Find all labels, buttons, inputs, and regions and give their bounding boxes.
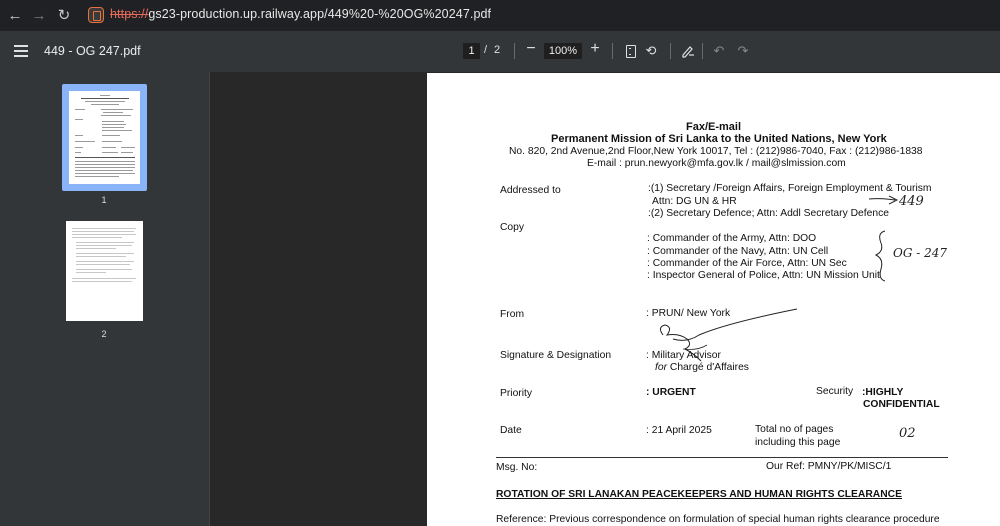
priority-value: : URGENT — [646, 387, 696, 398]
page-thumbnail-selected[interactable] — [62, 84, 147, 191]
handwritten-brace — [873, 229, 893, 285]
our-ref: Our Ref: PMNY/PK/MISC/1 — [766, 461, 892, 472]
browser-toolbar — [0, 0, 1000, 31]
italic-for: for — [655, 362, 668, 373]
forward-icon[interactable]: → — [31, 7, 47, 24]
redo-icon[interactable]: ↷ — [737, 43, 749, 58]
page-number-input[interactable]: 1 — [463, 43, 480, 59]
url-scheme: https:// — [110, 7, 149, 21]
date-label: Date — [500, 425, 522, 436]
document-title: 449 - OG 247.pdf — [44, 44, 141, 58]
mission-address: No. 820, 2nd Avenue,2nd Floor,New York 10017, Tel : (212)986-7040, Fax : (212)986-1838 — [509, 146, 923, 157]
addressed-label: Addressed to — [500, 185, 561, 196]
url-path: gs23-production.up.railway.app/449%20-%20OG%20247.pdf — [148, 7, 492, 21]
total-pages-label: Total no of pages — [755, 424, 834, 435]
reload-icon[interactable]: ↻ — [57, 7, 71, 24]
fit-page-icon[interactable] — [623, 43, 637, 59]
fax-heading: Fax/E-mail — [685, 121, 742, 133]
zoom-in-button[interactable]: + — [590, 40, 600, 57]
zoom-out-button[interactable]: − — [526, 40, 536, 57]
signature-value: : Military Advisor — [646, 350, 721, 361]
document-viewer[interactable] — [211, 72, 1000, 526]
signature-label: Signature & Designation — [500, 350, 612, 361]
charge-affaires: Chargé d'Affaires — [667, 362, 749, 373]
date-value: : 21 April 2025 — [646, 425, 712, 436]
copy-line: : Inspector General of Police, Attn: UN Mission Unit — [647, 270, 880, 281]
handwritten-02: 02 — [899, 426, 916, 441]
rotate-icon[interactable]: ⟲ — [645, 43, 657, 58]
toolbar-divider — [702, 43, 703, 59]
toolbar-divider — [670, 43, 671, 59]
from-value: : PRUN/ New York — [646, 308, 731, 319]
undo-icon[interactable]: ↶ — [713, 43, 725, 58]
toolbar-divider — [612, 43, 613, 59]
from-label: From — [500, 309, 525, 320]
separator-line — [496, 457, 948, 458]
copy-line: : Commander of the Air Force, Attn: UN Sec — [647, 258, 847, 269]
security-value: :HIGHLY — [862, 387, 904, 398]
site-info-icon[interactable] — [88, 7, 104, 23]
copy-line: : Commander of the Army, Attn: DOO — [647, 233, 817, 244]
subject-heading: ROTATION OF SRI LANAKAN PEACEKEEPERS AND HUMAN RIGHTS CLEARANCE — [496, 489, 902, 500]
page-total: 2 — [494, 44, 501, 56]
security-value-2: CONFIDENTIAL — [863, 399, 940, 410]
handwritten-signature — [627, 305, 827, 385]
pdf-page — [427, 73, 1000, 526]
mission-name: Permanent Mission of Sri Lanka to the United Nations, New York — [551, 133, 887, 145]
total-pages-label-2: including this page — [755, 437, 841, 448]
toolbar-divider — [514, 43, 515, 59]
thumbnail-label: 2 — [101, 329, 107, 339]
back-icon[interactable]: ← — [7, 7, 23, 24]
handwritten-449: 449 — [899, 194, 924, 209]
handwritten-og247: OG - 247 — [893, 246, 948, 260]
zoom-input[interactable]: 100% — [544, 43, 582, 59]
copy-label: Copy — [500, 222, 525, 233]
addressed-line-1b: Attn: DG UN & HR — [652, 196, 737, 207]
menu-icon[interactable] — [14, 45, 28, 57]
msg-no: Msg. No: — [496, 462, 538, 473]
address-bar[interactable] — [83, 4, 1000, 26]
url-text — [110, 7, 491, 21]
page-thumbnail[interactable] — [66, 221, 143, 321]
addressed-line-2: :(2) Secretary Defence; Attn: Addl Secretary Defence — [648, 208, 889, 219]
thumbnail-sidebar — [0, 72, 210, 526]
annotate-pen-icon[interactable] — [681, 43, 695, 59]
thumbnail-label: 1 — [101, 195, 107, 205]
reference-line: Reference: Previous correspondence on formulation of special human rights clearance procedure — [496, 514, 940, 525]
pdf-toolbar — [0, 31, 1000, 72]
copy-line: : Commander of the Navy, Attn: UN Cell — [647, 246, 829, 257]
security-label: Security — [816, 386, 854, 397]
mission-email: E-mail : prun.newyork@mfa.gov.lk / mail@slmission.com — [587, 158, 846, 169]
priority-label: Priority — [500, 388, 533, 399]
addressed-line-1: :(1) Secretary /Foreign Affairs, Foreign Employment & Tourism — [648, 183, 932, 194]
page-separator: / — [484, 44, 488, 56]
page-thumbnail-image — [69, 91, 140, 184]
